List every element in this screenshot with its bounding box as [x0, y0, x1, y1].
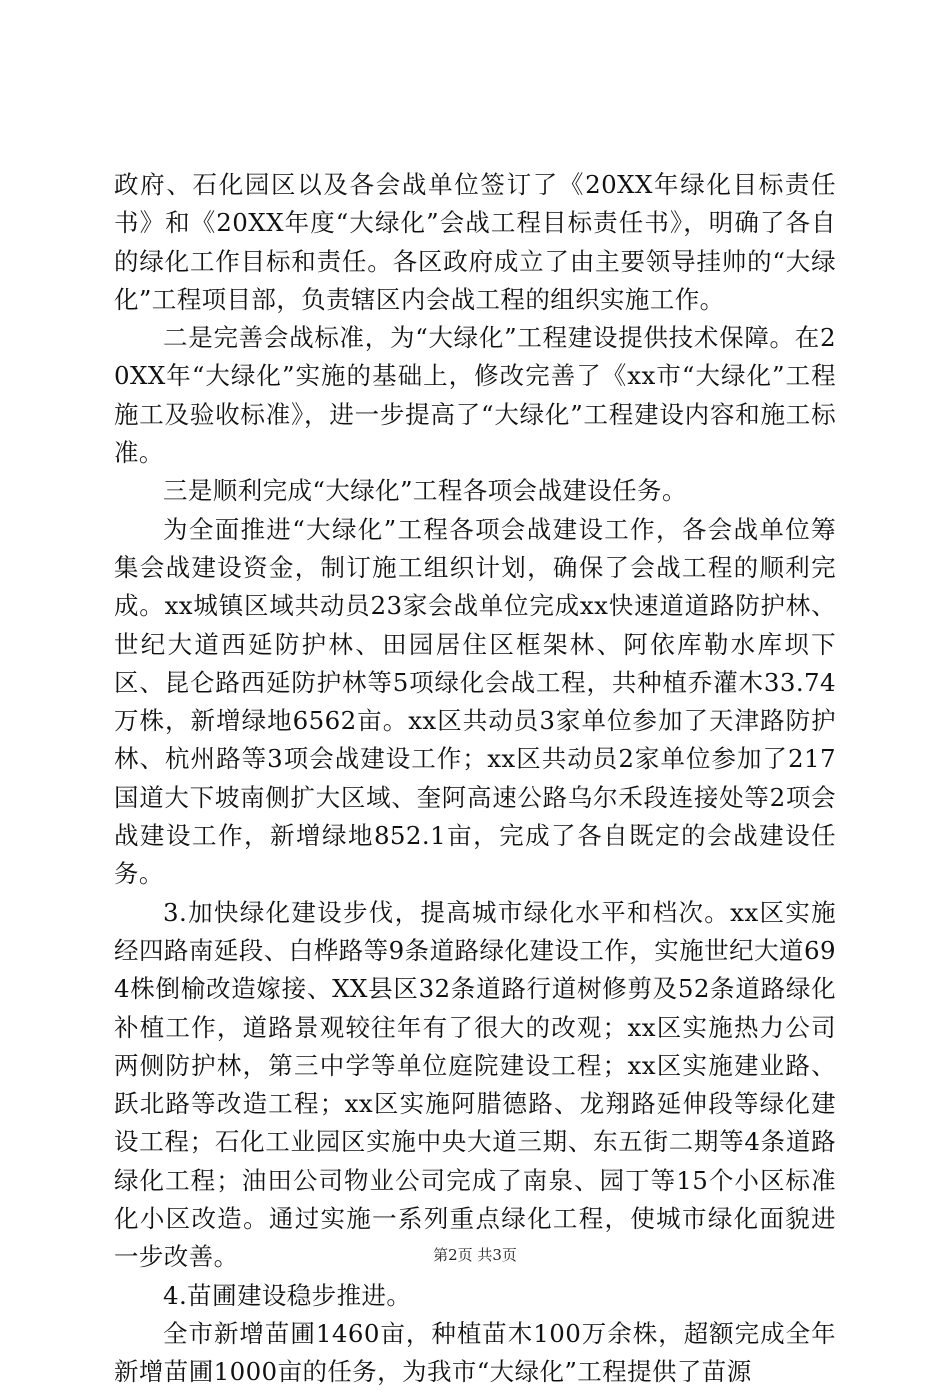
paragraph-2: 二是完善会战标准，为“大绿化”工程建设提供技术保障。在20XX年“大绿化”实施的基础上，修改完善了《xx市“大绿化”工程施工及验收标准》，进一步提高了“大绿化”工程建设内容和施工标准。 [114, 323, 836, 468]
paragraph-6: 4.苗圃建设稳步推进。 [163, 1280, 412, 1310]
paragraph-4: 为全面推进“大绿化”工程各项会战建设工作，各会战单位筹集会战建设资金，制订施工组织计划，确保了会战工程的顺利完成。xx城镇区域共动员23家会战单位完成xx快速道道路防护林、世纪大道西延防护林、田园居住区框架林、阿依库勒水库坝下区、昆仑路西延防护林等5项绿化会战工程，共种植乔灌木33.74万株，新增绿地6562亩。xx区共动员3家单位参加了天津路防护林、杭州路等3项会战建设工作；xx区共动员2家单位参加了217国道大下坡南侧扩大区域、奎阿高速公路乌尔禾段连接处等2项会战建设工作，新增绿地852.1亩，完成了各自既定的会战建设任务。 [114, 514, 836, 889]
paragraph-5: 3.加快绿化建设步伐，提高城市绿化水平和档次。xx区实施经四路南延段、白桦路等9条道路绿化建设工作，实施世纪大道694株倒榆改造嫁接、XX县区32条道路行道树修剪及52条道路绿化补植工作，道路景观较往年有了很大的改观；xx区实施热力公司两侧防护林，第三中学等单位庭院建设工程；xx区实施建业路、跃北路等改造工程；xx区实施阿腊德路、龙翔路延伸段等绿化建设工程；石化工业园区实施中央大道三期、东五街二期等4条道路绿化工程；油田公司物业公司完成了南泉、园丁等15个小区标准化小区改造。通过实施一系列重点绿化工程，使城市绿化面貌进一步改善。 [114, 897, 836, 1272]
paragraph-7: 全市新增苗圃1460亩，种植苗木100万余株，超额完成全年新增苗圃1000亩的任务，为我市“大绿化”工程提供了苗源 [114, 1318, 836, 1387]
paragraph-3: 三是顺利完成“大绿化”工程各项会战建设任务。 [163, 476, 687, 506]
page-footer: 第2页 共3页 [433, 1246, 517, 1264]
paragraph-1: 政府、石化园区以及各会战单位签订了《20XX年绿化目标责任书》和《20XX年度“大绿化”会战工程目标责任书》，明确了各自的绿化工作目标和责任。各区政府成立了由主要领导挂帅的“大绿化”工程项目部，负责辖区内会战工程的组织实施工作。 [114, 170, 836, 314]
document-body [114, 166, 836, 1392]
